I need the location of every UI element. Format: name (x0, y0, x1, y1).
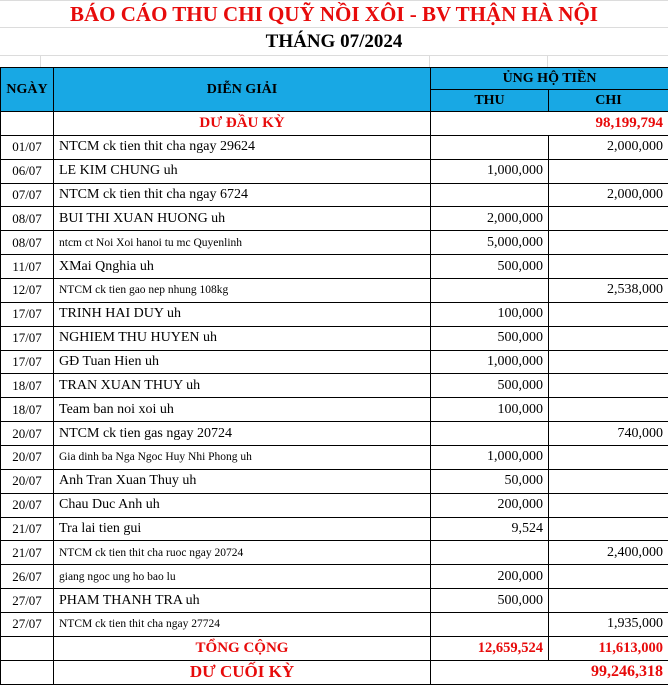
cell-chi (549, 517, 668, 541)
cell-date: 17/07 (1, 350, 54, 374)
cell-date (1, 660, 54, 684)
cell-chi: 2,538,000 (549, 279, 668, 303)
cell-thu (431, 135, 549, 159)
cell-description: NGHIEM THU HUYEN uh (54, 326, 431, 350)
table-header (1, 68, 668, 112)
cell-date: 21/07 (1, 517, 54, 541)
cell-date: 06/07 (1, 159, 54, 183)
cell-chi (549, 326, 668, 350)
table-row (1, 135, 668, 159)
table-row (1, 493, 668, 517)
cell-description: NTCM ck tien gao nep nhung 108kg (54, 279, 431, 303)
table-row (1, 565, 668, 589)
cell-chi: 2,400,000 (549, 541, 668, 565)
table-row (1, 660, 668, 684)
table-row (1, 636, 668, 660)
spacer-row (0, 56, 668, 67)
cell-description: NTCM ck tien thit cha ngay 29624 (54, 135, 431, 159)
cell-date: 26/07 (1, 565, 54, 589)
cell-thu: 100,000 (431, 302, 549, 326)
cell-chi-total: 11,613,000 (549, 636, 668, 660)
table-row (1, 422, 668, 446)
cell-thu: 500,000 (431, 255, 549, 279)
cell-date: 07/07 (1, 183, 54, 207)
cell-description: giang ngoc ung ho bao lu (54, 565, 431, 589)
table-row (1, 326, 668, 350)
gridline (40, 56, 41, 67)
table-row (1, 350, 668, 374)
cell-thu: 9,524 (431, 517, 549, 541)
cell-chi (549, 398, 668, 422)
col-header-group: ỦNG HỘ TIỀN (431, 68, 668, 90)
cell-chi (549, 231, 668, 255)
cell-thu (431, 541, 549, 565)
cell-thu: 1,000,000 (431, 350, 549, 374)
cell-date: 18/07 (1, 398, 54, 422)
cell-thu-total: 12,659,524 (431, 636, 549, 660)
row-label-opening-balance: DƯ ĐẦU KỲ (54, 112, 431, 136)
cell-date: 01/07 (1, 135, 54, 159)
gridline (547, 56, 548, 67)
cell-chi (549, 469, 668, 493)
table-row (1, 446, 668, 470)
cell-thu (431, 279, 549, 303)
cell-description: NTCM ck tien thit cha ngay 6724 (54, 183, 431, 207)
cell-chi (549, 446, 668, 470)
report-month: THÁNG 07/2024 (0, 28, 668, 56)
cell-chi (549, 207, 668, 231)
table-row (1, 469, 668, 493)
cell-chi (549, 159, 668, 183)
cell-description: LE KIM CHUNG uh (54, 159, 431, 183)
table-row (1, 374, 668, 398)
cell-chi (549, 493, 668, 517)
table-row (1, 207, 668, 231)
cell-chi: 1,935,000 (549, 613, 668, 637)
cell-date (1, 112, 54, 136)
cell-description: NTCM ck tien thit cha ngay 27724 (54, 613, 431, 637)
table-row (1, 302, 668, 326)
cell-date: 20/07 (1, 469, 54, 493)
cell-thu: 500,000 (431, 589, 549, 613)
cell-thu: 50,000 (431, 469, 549, 493)
cell-thu: 500,000 (431, 326, 549, 350)
cell-chi (549, 589, 668, 613)
cell-chi (549, 255, 668, 279)
row-label-total: TỔNG CỘNG (54, 636, 431, 660)
table-row (1, 112, 668, 136)
cell-date: 20/07 (1, 446, 54, 470)
cell-date: 20/07 (1, 493, 54, 517)
cell-description: TRAN XUAN THUY uh (54, 374, 431, 398)
cell-description: Anh Tran Xuan Thuy uh (54, 469, 431, 493)
col-header-description: DIỄN GIẢI (54, 68, 431, 112)
col-header-chi: CHI (549, 90, 668, 112)
table-row (1, 541, 668, 565)
table-row (1, 159, 668, 183)
cell-opening-balance: 98,199,794 (431, 112, 668, 136)
col-header-thu: THU (431, 90, 549, 112)
table-body (1, 112, 668, 685)
row-label-closing-balance: DƯ CUỐI KỲ (54, 660, 431, 684)
cell-thu: 1,000,000 (431, 446, 549, 470)
col-header-date: NGÀY (1, 68, 54, 112)
table-row (1, 231, 668, 255)
table-row (1, 398, 668, 422)
table-row (1, 279, 668, 303)
cell-thu: 2,000,000 (431, 207, 549, 231)
cell-date: 17/07 (1, 302, 54, 326)
cell-thu: 100,000 (431, 398, 549, 422)
gridline (429, 56, 430, 67)
cell-description: TRINH HAI DUY uh (54, 302, 431, 326)
cell-thu (431, 613, 549, 637)
cell-chi (549, 350, 668, 374)
cell-description: XMai Qnghia uh (54, 255, 431, 279)
cell-date: 12/07 (1, 279, 54, 303)
table-row (1, 589, 668, 613)
cell-date: 08/07 (1, 207, 54, 231)
cell-chi (549, 374, 668, 398)
cell-chi (549, 565, 668, 589)
cell-date: 18/07 (1, 374, 54, 398)
cell-description: BUI THI XUAN HUONG uh (54, 207, 431, 231)
cell-closing-balance: 99,246,318 (431, 660, 668, 684)
report-title: BÁO CÁO THU CHI QUỸ NỒI XÔI - BV THẬN HÀ NỘI (0, 0, 668, 28)
table-row (1, 255, 668, 279)
cell-date (1, 636, 54, 660)
cell-description: Tra lai tien gui (54, 517, 431, 541)
table-row (1, 613, 668, 637)
cell-chi: 2,000,000 (549, 135, 668, 159)
cell-date: 21/07 (1, 541, 54, 565)
cell-description: NTCM ck tien gas ngay 20724 (54, 422, 431, 446)
cell-thu (431, 183, 549, 207)
cell-description: Gia dinh ba Nga Ngoc Huy Nhi Phong uh (54, 446, 431, 470)
cell-thu: 200,000 (431, 493, 549, 517)
report-table (0, 67, 668, 685)
table-row (1, 517, 668, 541)
cell-chi: 740,000 (549, 422, 668, 446)
cell-description: Chau Duc Anh uh (54, 493, 431, 517)
cell-description: NTCM ck tien thit cha ruoc ngay 20724 (54, 541, 431, 565)
cell-date: 27/07 (1, 613, 54, 637)
cell-date: 20/07 (1, 422, 54, 446)
table-row (1, 183, 668, 207)
cell-description: ntcm ct Noi Xoi hanoi tu mc Quyenlinh (54, 231, 431, 255)
cell-thu: 500,000 (431, 374, 549, 398)
cell-thu: 1,000,000 (431, 159, 549, 183)
cell-chi (549, 302, 668, 326)
cell-date: 11/07 (1, 255, 54, 279)
cell-date: 27/07 (1, 589, 54, 613)
cell-thu (431, 422, 549, 446)
cell-description: GĐ Tuan Hien uh (54, 350, 431, 374)
cell-thu: 200,000 (431, 565, 549, 589)
cell-thu: 5,000,000 (431, 231, 549, 255)
cell-chi: 2,000,000 (549, 183, 668, 207)
cell-description: PHAM THANH TRA uh (54, 589, 431, 613)
cell-date: 17/07 (1, 326, 54, 350)
cell-date: 08/07 (1, 231, 54, 255)
cell-description: Team ban noi xoi uh (54, 398, 431, 422)
